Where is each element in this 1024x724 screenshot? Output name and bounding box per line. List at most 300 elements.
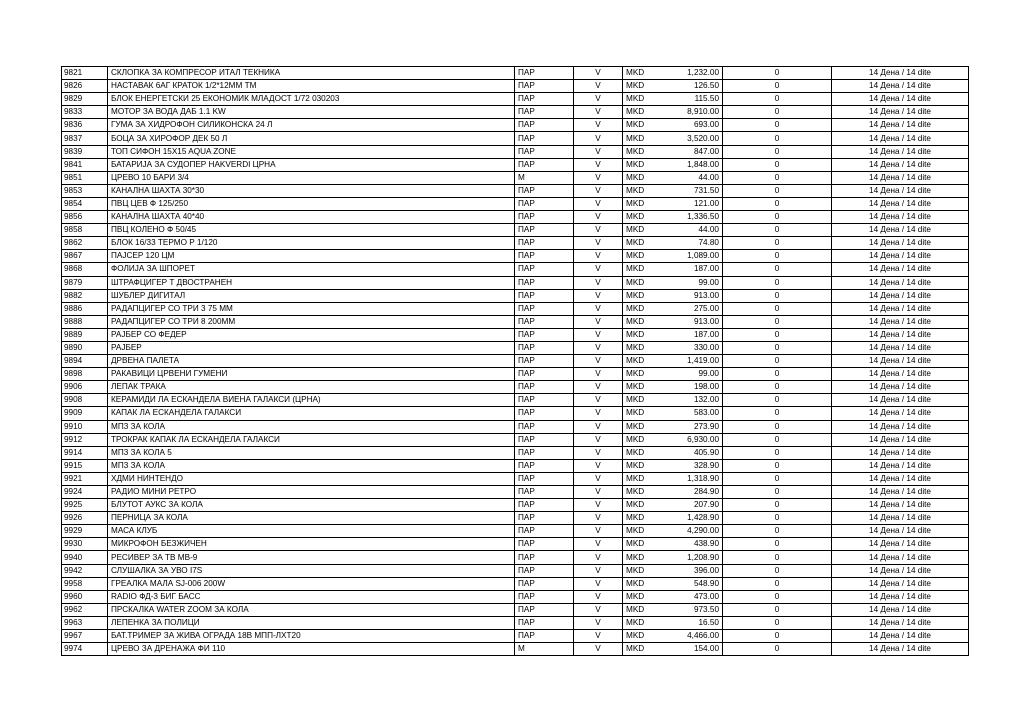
item-delivery-term: 14 Дена / 14 dite	[832, 564, 969, 577]
item-price: 121.00	[693, 198, 719, 208]
item-unit: ПАР	[515, 224, 574, 237]
item-price: 115.50	[694, 94, 719, 104]
item-quantity: 0	[723, 472, 832, 485]
item-price: 154.00	[693, 644, 719, 654]
item-currency: MKD	[626, 198, 645, 208]
item-name: ГРЕАЛКА МАЛА SJ-006 200W	[108, 577, 515, 590]
table-row	[62, 577, 969, 590]
item-name: ШУБЛЕР ДИГИТАЛ	[108, 289, 515, 302]
item-price: 198.00	[693, 382, 719, 392]
table-row	[62, 472, 969, 485]
table-row	[62, 276, 969, 289]
item-unit: ПАР	[515, 184, 574, 197]
item-code: 9829	[62, 93, 108, 106]
item-unit: ПАР	[515, 211, 574, 224]
item-currency: MKD	[626, 94, 645, 104]
item-unit: ПАР	[515, 67, 574, 80]
table-row	[62, 551, 969, 564]
item-name: МОТОР ЗА ВОДА ДАБ 1.1 KW	[108, 106, 515, 119]
item-currency: MKD	[626, 487, 645, 497]
item-flag: V	[574, 643, 623, 656]
item-unit: ПАР	[515, 132, 574, 145]
item-flag: V	[574, 263, 623, 276]
item-price-cell	[623, 119, 723, 132]
item-name: ДРВЕНА ПАЛЕТА	[108, 355, 515, 368]
item-code: 9925	[62, 499, 108, 512]
item-quantity: 0	[723, 197, 832, 210]
item-code: 9886	[62, 302, 108, 315]
item-currency: MKD	[626, 578, 645, 588]
item-code: 9868	[62, 263, 108, 276]
item-delivery-term: 14 Дена / 14 dite	[832, 616, 969, 629]
item-code: 9894	[62, 355, 108, 368]
item-delivery-term: 14 Дена / 14 dite	[832, 538, 969, 551]
item-price: 273.90	[693, 421, 719, 431]
item-code: 9898	[62, 368, 108, 381]
item-delivery-term: 14 Дена / 14 dite	[832, 328, 969, 341]
item-code: 9940	[62, 551, 108, 564]
item-code: 9915	[62, 459, 108, 472]
table-row	[62, 315, 969, 328]
item-price: 330.00	[693, 343, 719, 353]
item-delivery-term: 14 Дена / 14 dite	[832, 355, 969, 368]
item-flag: V	[574, 211, 623, 224]
item-name: КАНАЛНА ШАХТА 40*40	[108, 211, 515, 224]
item-currency: MKD	[626, 172, 645, 182]
item-flag: V	[574, 106, 623, 119]
item-name: БЛОК 16/33 ТЕРМО Р 1/120	[108, 237, 515, 250]
item-price-cell	[623, 433, 723, 446]
item-price-cell	[623, 237, 723, 250]
item-quantity: 0	[723, 302, 832, 315]
item-flag: V	[574, 302, 623, 315]
item-code: 9908	[62, 394, 108, 407]
item-name: МП3 ЗА КОЛА 5	[108, 446, 515, 459]
item-price: 693.00	[693, 120, 719, 130]
item-delivery-term: 14 Дена / 14 dite	[832, 603, 969, 616]
item-flag: V	[574, 119, 623, 132]
item-price-cell	[623, 67, 723, 80]
item-price: 44.00	[698, 172, 719, 182]
table-row	[62, 486, 969, 499]
item-unit: ПАР	[515, 315, 574, 328]
item-unit: ПАР	[515, 263, 574, 276]
item-quantity: 0	[723, 276, 832, 289]
item-currency: MKD	[626, 107, 645, 117]
item-quantity: 0	[723, 93, 832, 106]
item-price-cell	[623, 603, 723, 616]
item-currency: MKD	[626, 356, 645, 366]
item-unit: ПАР	[515, 459, 574, 472]
item-delivery-term: 14 Дена / 14 dite	[832, 341, 969, 354]
item-quantity: 0	[723, 184, 832, 197]
item-quantity: 0	[723, 420, 832, 433]
item-delivery-term: 14 Дена / 14 dite	[832, 302, 969, 315]
item-quantity: 0	[723, 616, 832, 629]
item-name: МП3 ЗА КОЛА	[108, 459, 515, 472]
item-name: ЛЕПЕНКА ЗА ПОЛИЦИ	[108, 616, 515, 629]
item-code: 9890	[62, 341, 108, 354]
item-currency: MKD	[626, 604, 645, 614]
item-flag: V	[574, 630, 623, 643]
item-unit: ПАР	[515, 355, 574, 368]
item-price: 4,290.00	[687, 526, 719, 536]
item-name: ЦРЕВО 10 БАРИ 3/4	[108, 171, 515, 184]
item-price-cell	[623, 486, 723, 499]
item-currency: MKD	[626, 277, 645, 287]
table-row	[62, 211, 969, 224]
item-flag: V	[574, 276, 623, 289]
item-flag: V	[574, 93, 623, 106]
item-price: 99.00	[698, 369, 719, 379]
item-unit: ПАР	[515, 577, 574, 590]
item-name: РАЈБЕР	[108, 341, 515, 354]
item-flag: V	[574, 158, 623, 171]
item-unit: М	[515, 643, 574, 656]
item-delivery-term: 14 Дена / 14 dite	[832, 132, 969, 145]
item-name: ХДМИ НИНТЕНДО	[108, 472, 515, 485]
item-code: 9882	[62, 289, 108, 302]
item-unit: ПАР	[515, 328, 574, 341]
table-row	[62, 459, 969, 472]
item-code: 9906	[62, 381, 108, 394]
item-flag: V	[574, 394, 623, 407]
item-flag: V	[574, 603, 623, 616]
item-unit: ПАР	[515, 433, 574, 446]
item-name: БЛОК ЕНЕРГЕТСКИ 25 ЕКОНОМИК МЛАДОСТ 1/72 030203	[108, 93, 515, 106]
item-price-cell	[623, 80, 723, 93]
item-price: 1,232.00	[687, 68, 719, 78]
item-delivery-term: 14 Дена / 14 dite	[832, 237, 969, 250]
item-flag: V	[574, 341, 623, 354]
item-quantity: 0	[723, 394, 832, 407]
item-price-cell	[623, 630, 723, 643]
item-price-cell	[623, 341, 723, 354]
table-row	[62, 368, 969, 381]
item-name: СКЛОПКА ЗА КОМПРЕСОР ИТАЛ ТЕКНИКА	[108, 67, 515, 80]
table-row	[62, 499, 969, 512]
item-unit: ПАР	[515, 512, 574, 525]
item-delivery-term: 14 Дена / 14 dite	[832, 276, 969, 289]
item-price: 126.50	[693, 81, 719, 91]
item-price-cell	[623, 184, 723, 197]
item-price: 4,466.00	[687, 631, 719, 641]
item-code: 9967	[62, 630, 108, 643]
item-flag: V	[574, 315, 623, 328]
table-row	[62, 197, 969, 210]
table-row	[62, 119, 969, 132]
item-delivery-term: 14 Дена / 14 dite	[832, 93, 969, 106]
item-price: 207.90	[693, 500, 719, 510]
item-quantity: 0	[723, 603, 832, 616]
item-name: ЦРЕВО ЗА ДРЕНАЖА ФИ 110	[108, 643, 515, 656]
item-flag: V	[574, 381, 623, 394]
item-quantity: 0	[723, 551, 832, 564]
item-code: 9974	[62, 643, 108, 656]
table-row	[62, 643, 969, 656]
item-code: 9929	[62, 525, 108, 538]
item-currency: MKD	[626, 500, 645, 510]
item-name: БОЦА ЗА ХИРОФОР ДЕК 50 Л	[108, 132, 515, 145]
item-price: 438.90	[693, 539, 719, 549]
item-currency: MKD	[626, 120, 645, 130]
item-currency: MKD	[626, 68, 645, 78]
item-quantity: 0	[723, 106, 832, 119]
item-flag: V	[574, 80, 623, 93]
item-price-cell	[623, 250, 723, 263]
item-price-cell	[623, 315, 723, 328]
item-name: ПРСКАЛКА WATER ZOOM ЗА КОЛА	[108, 603, 515, 616]
item-quantity: 0	[723, 145, 832, 158]
item-unit: ПАР	[515, 302, 574, 315]
item-quantity: 0	[723, 446, 832, 459]
item-code: 9826	[62, 80, 108, 93]
table-row	[62, 93, 969, 106]
item-price-cell	[623, 328, 723, 341]
item-flag: V	[574, 459, 623, 472]
item-code: 9862	[62, 237, 108, 250]
item-currency: MKD	[626, 329, 645, 339]
item-price: 16.50	[698, 617, 719, 627]
item-quantity: 0	[723, 512, 832, 525]
table-row	[62, 224, 969, 237]
item-name: РАДАПЦИГЕР СО ТРИ 3 75 ММ	[108, 302, 515, 315]
item-currency: MKD	[626, 303, 645, 313]
item-unit: ПАР	[515, 93, 574, 106]
item-price: 1,336.50	[687, 212, 719, 222]
item-price: 731.50	[693, 185, 719, 195]
item-code: 9921	[62, 472, 108, 485]
item-unit: ПАР	[515, 420, 574, 433]
item-unit: ПАР	[515, 158, 574, 171]
item-quantity: 0	[723, 315, 832, 328]
item-quantity: 0	[723, 341, 832, 354]
item-flag: V	[574, 616, 623, 629]
item-price-cell	[623, 224, 723, 237]
item-delivery-term: 14 Дена / 14 dite	[832, 486, 969, 499]
table-row	[62, 538, 969, 551]
item-name: БЛУТОТ АУКС ЗА КОЛА	[108, 499, 515, 512]
item-currency: MKD	[626, 539, 645, 549]
item-price: 548.90	[693, 578, 719, 588]
table-row	[62, 525, 969, 538]
item-quantity: 0	[723, 237, 832, 250]
item-code: 9889	[62, 328, 108, 341]
item-quantity: 0	[723, 407, 832, 420]
item-price-cell	[623, 145, 723, 158]
item-price-cell	[623, 132, 723, 145]
item-unit: ПАР	[515, 564, 574, 577]
table-row	[62, 250, 969, 263]
item-unit: ПАР	[515, 446, 574, 459]
item-delivery-term: 14 Дена / 14 dite	[832, 459, 969, 472]
table-row	[62, 630, 969, 643]
item-code: 9926	[62, 512, 108, 525]
item-unit: ПАР	[515, 551, 574, 564]
item-price-cell	[623, 577, 723, 590]
item-quantity: 0	[723, 171, 832, 184]
item-code: 9841	[62, 158, 108, 171]
item-currency: MKD	[626, 382, 645, 392]
item-unit: ПАР	[515, 197, 574, 210]
item-flag: V	[574, 145, 623, 158]
item-price-cell	[623, 564, 723, 577]
item-currency: MKD	[626, 460, 645, 470]
item-unit: ПАР	[515, 407, 574, 420]
item-quantity: 0	[723, 250, 832, 263]
table-row	[62, 616, 969, 629]
item-name: СЛУШАЛКА ЗА УВО I7S	[108, 564, 515, 577]
item-delivery-term: 14 Дена / 14 dite	[832, 224, 969, 237]
item-delivery-term: 14 Дена / 14 dite	[832, 381, 969, 394]
item-price-cell	[623, 590, 723, 603]
item-currency: MKD	[626, 591, 645, 601]
item-price-cell	[623, 472, 723, 485]
item-flag: V	[574, 577, 623, 590]
item-price-cell	[623, 289, 723, 302]
item-unit: ПАР	[515, 341, 574, 354]
item-unit: ПАР	[515, 538, 574, 551]
item-code: 9853	[62, 184, 108, 197]
item-unit: ПАР	[515, 119, 574, 132]
item-currency: MKD	[626, 552, 645, 562]
item-name: РАКАВИЦИ ЦРВЕНИ ГУМЕНИ	[108, 368, 515, 381]
item-price-cell	[623, 93, 723, 106]
item-price: 3,520.00	[687, 133, 719, 143]
item-quantity: 0	[723, 224, 832, 237]
item-unit: ПАР	[515, 499, 574, 512]
item-quantity: 0	[723, 630, 832, 643]
item-flag: V	[574, 67, 623, 80]
table-row	[62, 171, 969, 184]
item-quantity: 0	[723, 590, 832, 603]
item-price: 187.00	[693, 264, 719, 274]
item-price: 1,208.90	[687, 552, 719, 562]
item-quantity: 0	[723, 525, 832, 538]
item-quantity: 0	[723, 486, 832, 499]
item-price: 1,089.00	[687, 251, 719, 261]
item-price-cell	[623, 420, 723, 433]
item-flag: V	[574, 407, 623, 420]
item-delivery-term: 14 Дена / 14 dite	[832, 106, 969, 119]
item-currency: MKD	[626, 395, 645, 405]
item-price: 328.90	[693, 460, 719, 470]
item-flag: V	[574, 171, 623, 184]
item-price-cell	[623, 446, 723, 459]
table-row	[62, 394, 969, 407]
table-row	[62, 446, 969, 459]
item-quantity: 0	[723, 368, 832, 381]
item-delivery-term: 14 Дена / 14 dite	[832, 512, 969, 525]
item-price-cell	[623, 643, 723, 656]
item-unit: ПАР	[515, 276, 574, 289]
item-currency: MKD	[626, 264, 645, 274]
item-delivery-term: 14 Дена / 14 dite	[832, 472, 969, 485]
item-code: 9851	[62, 171, 108, 184]
item-flag: V	[574, 590, 623, 603]
table-row	[62, 80, 969, 93]
item-delivery-term: 14 Дена / 14 dite	[832, 158, 969, 171]
item-currency: MKD	[626, 290, 645, 300]
item-flag: V	[574, 486, 623, 499]
item-currency: MKD	[626, 526, 645, 536]
item-price: 284.90	[693, 487, 719, 497]
item-price-cell	[623, 525, 723, 538]
item-price-cell	[623, 381, 723, 394]
item-delivery-term: 14 Дена / 14 dite	[832, 368, 969, 381]
item-name: НАСТАВАК 6АГ КРАТОК 1/2*12ММ ТМ	[108, 80, 515, 93]
table-row	[62, 302, 969, 315]
item-unit: М	[515, 171, 574, 184]
item-unit: ПАР	[515, 80, 574, 93]
item-name: РАДИО МИНИ РЕТРО	[108, 486, 515, 499]
item-delivery-term: 14 Дена / 14 dite	[832, 577, 969, 590]
item-delivery-term: 14 Дена / 14 dite	[832, 394, 969, 407]
item-delivery-term: 14 Дена / 14 dite	[832, 119, 969, 132]
item-unit: ПАР	[515, 616, 574, 629]
item-currency: MKD	[626, 212, 645, 222]
table-row	[62, 512, 969, 525]
item-unit: ПАР	[515, 381, 574, 394]
item-price: 405.90	[693, 447, 719, 457]
item-name: ФОЛИЈА ЗА ШПОРЕТ	[108, 263, 515, 276]
item-price: 44.00	[698, 225, 719, 235]
item-quantity: 0	[723, 459, 832, 472]
item-price: 8,910.00	[687, 107, 719, 117]
item-quantity: 0	[723, 158, 832, 171]
item-unit: ПАР	[515, 486, 574, 499]
item-delivery-term: 14 Дена / 14 dite	[832, 630, 969, 643]
table-row	[62, 263, 969, 276]
item-price: 473.00	[693, 591, 719, 601]
item-delivery-term: 14 Дена / 14 dite	[832, 80, 969, 93]
item-code: 9958	[62, 577, 108, 590]
item-currency: MKD	[626, 146, 645, 156]
item-unit: ПАР	[515, 289, 574, 302]
item-currency: MKD	[626, 408, 645, 418]
item-code: 9962	[62, 603, 108, 616]
item-name: РАДАПЦИГЕР СО ТРИ 8 200ММ	[108, 315, 515, 328]
item-code: 9836	[62, 119, 108, 132]
item-currency: MKD	[626, 631, 645, 641]
item-delivery-term: 14 Дена / 14 dite	[832, 184, 969, 197]
item-price: 6,930.00	[687, 434, 719, 444]
item-price: 132.00	[693, 395, 719, 405]
item-delivery-term: 14 Дена / 14 dite	[832, 643, 969, 656]
item-delivery-term: 14 Дена / 14 dite	[832, 171, 969, 184]
item-name: КАНАЛНА ШАХТА 30*30	[108, 184, 515, 197]
item-price-cell	[623, 355, 723, 368]
item-price: 1,428.90	[687, 513, 719, 523]
item-code: 9839	[62, 145, 108, 158]
item-unit: ПАР	[515, 250, 574, 263]
item-name: ПВЦ ЦЕВ Ф 125/250	[108, 197, 515, 210]
item-name: ПЕРНИЦА ЗА КОЛА	[108, 512, 515, 525]
item-unit: ПАР	[515, 368, 574, 381]
item-unit: ПАР	[515, 525, 574, 538]
item-unit: ПАР	[515, 394, 574, 407]
item-delivery-term: 14 Дена / 14 dite	[832, 197, 969, 210]
item-delivery-term: 14 Дена / 14 dite	[832, 263, 969, 276]
item-delivery-term: 14 Дена / 14 dite	[832, 67, 969, 80]
item-name: ТРОКРАК КАПАК ЛА ЕСКАНДЕЛА ГАЛАКСИ	[108, 433, 515, 446]
item-price-cell	[623, 106, 723, 119]
item-price-cell	[623, 368, 723, 381]
item-flag: V	[574, 237, 623, 250]
item-flag: V	[574, 538, 623, 551]
item-code: 9924	[62, 486, 108, 499]
item-price-cell	[623, 394, 723, 407]
